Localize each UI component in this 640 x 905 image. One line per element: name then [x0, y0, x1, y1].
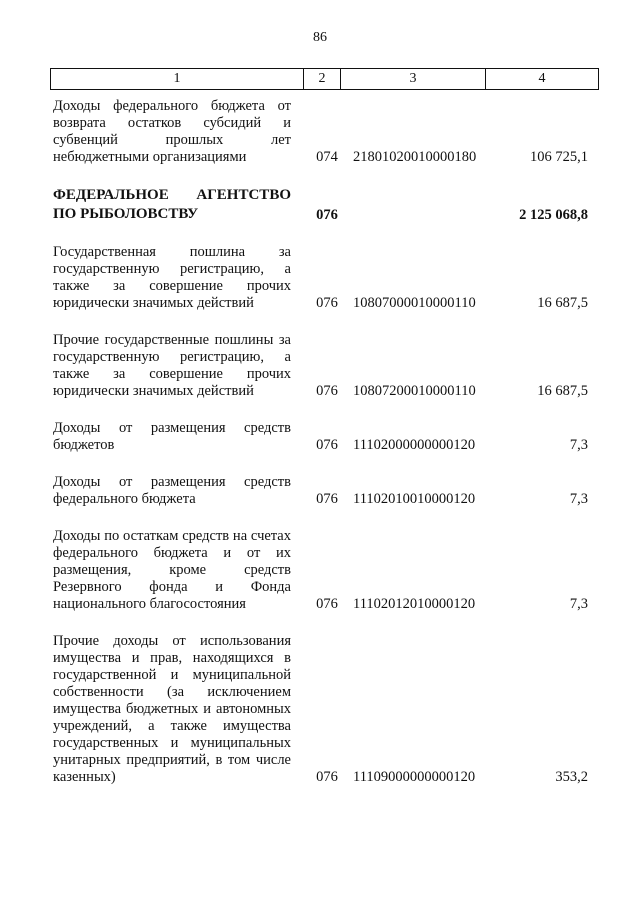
budget-row	[53, 332, 593, 400]
row-amount: 2 125 068,8	[519, 207, 588, 223]
row-description: Доходы федерального бюджета от возврата остатков субсидий и субвенций прошлых лет небюджетными организациями	[53, 98, 291, 165]
row-description: ФЕДЕРАЛЬНОЕ АГЕНТСТВО ПО РЫБОЛОВСТВУ	[53, 187, 291, 222]
budget-row-section-heading	[53, 186, 593, 224]
row-admin-code: 076	[316, 437, 338, 453]
column-header-3: 3	[341, 69, 486, 90]
budget-row	[53, 420, 593, 454]
budget-row	[53, 474, 593, 508]
budget-row	[53, 244, 593, 312]
row-admin-code: 076	[316, 596, 338, 612]
row-amount: 16 687,5	[537, 295, 588, 311]
row-amount: 7,3	[569, 491, 588, 507]
row-description: Доходы по остаткам средств на счетах федерального бюджета и от их размещения, кроме средств Резервного фонда и Фонда национального благосостояния	[53, 528, 291, 612]
row-classification-code: 11109000000000120	[353, 769, 476, 785]
row-admin-code: 076	[316, 207, 338, 223]
row-admin-code: 076	[316, 295, 338, 311]
row-amount: 7,3	[569, 596, 588, 612]
column-header-row	[51, 69, 599, 90]
row-description: Прочие государственные пошлины за государственную регистрацию, а также за совершение прочих юридически значимых действий	[53, 332, 291, 399]
budget-row	[53, 528, 593, 613]
row-classification-code: 21801020010000180	[353, 149, 477, 165]
row-classification-code: 10807200010000110	[353, 383, 476, 399]
row-admin-code: 074	[316, 149, 338, 165]
row-admin-code: 076	[316, 491, 338, 507]
row-admin-code: 076	[316, 769, 338, 785]
row-description: Прочие доходы от использования имущества и прав, находящихся в государственной и муниципальной собственности (за исключением имущества бюджетных и автономных учреждений, а также имущества государственных и муниципальных унитарных предприятий, в том числе казенных)	[53, 633, 291, 785]
page-number: 86	[313, 30, 327, 45]
budget-row	[53, 98, 593, 166]
column-header-2: 2	[304, 69, 341, 90]
budget-row	[53, 633, 593, 786]
row-admin-code: 076	[316, 383, 338, 399]
row-description: Доходы от размещения средств федерального бюджета	[53, 474, 291, 507]
row-amount: 353,2	[555, 769, 588, 785]
column-header-4: 4	[486, 69, 599, 90]
column-header-1: 1	[51, 69, 304, 90]
budget-rows	[53, 98, 593, 806]
row-description: Доходы от размещения средств бюджетов	[53, 420, 291, 453]
row-amount: 106 725,1	[530, 149, 588, 165]
row-description: Государственная пошлина за государственную регистрацию, а также за совершение прочих юридически значимых действий	[53, 244, 291, 311]
row-amount: 7,3	[569, 437, 588, 453]
row-classification-code: 11102010010000120	[353, 491, 476, 507]
row-amount: 16 687,5	[537, 383, 588, 399]
row-classification-code: 10807000010000110	[353, 295, 476, 311]
row-classification-code: 11102000000000120	[353, 437, 476, 453]
row-classification-code: 11102012010000120	[353, 596, 476, 612]
column-header-table	[50, 68, 599, 90]
